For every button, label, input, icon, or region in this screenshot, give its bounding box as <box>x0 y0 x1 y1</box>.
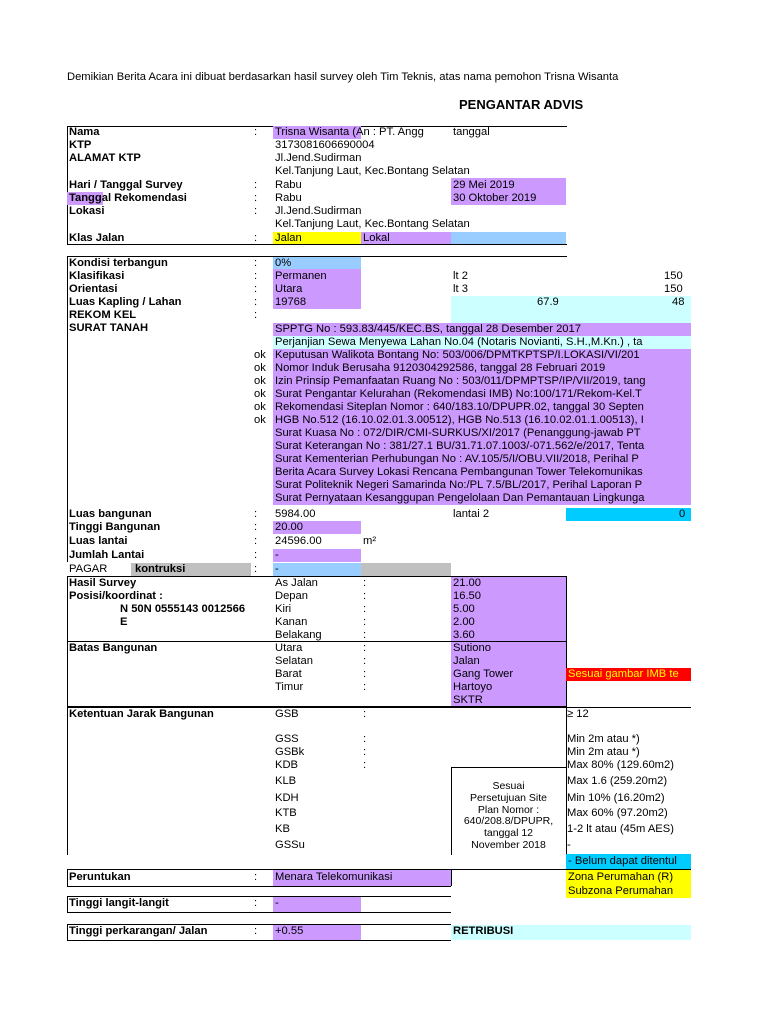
surat-tanah-label: SURAT TANAH <box>69 322 149 334</box>
colon: : <box>363 577 367 589</box>
batas-row-label: Timur <box>275 681 304 693</box>
document-text: Keputusan Walikota Bontang No: 503/006/DPMTKPTSP/I.LOKASI/VI/201 <box>275 349 640 361</box>
klas-value-2: Lokal <box>363 232 390 244</box>
rekom-kel-label: REKOM KEL <box>69 309 137 321</box>
alamat-line-1: Jl.Jend.Sudirman <box>275 152 362 164</box>
orientasi-value: Utara <box>275 283 303 295</box>
divider <box>67 244 567 245</box>
jumlah-lantai-label: Jumlah Lantai <box>69 549 145 561</box>
colon: : <box>254 508 258 520</box>
survey-row-value: 3.60 <box>453 629 475 641</box>
colon: : <box>254 257 258 269</box>
divider <box>67 896 68 912</box>
colon: : <box>363 759 367 771</box>
tinggi-langit-value: - <box>275 897 279 909</box>
nama-extra: tanggal <box>453 126 490 138</box>
colon: : <box>254 179 258 191</box>
batas-row-label: Barat <box>275 668 302 680</box>
ketentuan-row-label: GSBk <box>275 746 305 758</box>
colon: : <box>363 629 367 641</box>
document-text: Izin Prinsip Pemanfaatan Ruang No : 503/011/DPMPTSP/IP/VII/2019, tang <box>275 375 646 387</box>
divider <box>67 924 68 940</box>
luas-kapling-label: Luas Kapling / Lahan <box>69 296 182 308</box>
survey-row-value: 16.50 <box>453 590 481 602</box>
pagar-value-bg <box>273 563 361 576</box>
ketentuan-row-label: KDB <box>275 759 299 771</box>
batas-row-value: Sutiono <box>453 642 491 654</box>
luas-lantai-value: 24596.00 <box>275 535 322 547</box>
pagar-sub-label: kontruksi <box>135 563 186 575</box>
batas-label: Batas Bangunan <box>69 642 158 654</box>
survey-row-value: 2.00 <box>453 616 475 628</box>
document-text: Perjanjian Sewa Menyewa Lahan No.04 (Notaris Novianti, S.H.,M.Kn.) , ta <box>275 336 643 348</box>
nama-label: Nama <box>69 126 100 138</box>
lantai2-label: lantai 2 <box>453 508 490 520</box>
intro-text: Demikian Berita Acara ini dibuat berdasarkan hasil survey oleh Tim Teknis, atas nama pemohon Trisna Wisanta <box>67 71 619 83</box>
ktp-label: KTP <box>69 139 92 151</box>
ketentuan-row-value: Max 80% (129.60m2) <box>567 759 674 771</box>
alamat-label: ALAMAT KTP <box>69 152 141 164</box>
lokasi-label: Lokasi <box>69 205 105 217</box>
batas-row-label: Utara <box>275 642 303 654</box>
divider <box>67 869 68 886</box>
colon: : <box>254 309 258 321</box>
pagar-extra-bg <box>361 563 451 576</box>
colon: : <box>363 655 367 667</box>
hasil-survey-label: Hasil Survey <box>69 577 137 589</box>
lokasi-line-2: Kel.Tanjung Laut, Kec.Bontang Selatan <box>275 218 470 230</box>
ok-marker: ok <box>254 362 266 374</box>
ketentuan-row-label: KLB <box>275 775 297 787</box>
document-text: Surat Kuasa No : 072/DIR/CMI-SURKUS/XI/2017 (Penanggung-jawab PT <box>275 427 641 439</box>
divider <box>67 256 68 562</box>
divider <box>67 886 451 887</box>
hari-label: Hari / Tanggal Survey <box>69 179 183 191</box>
colon: : <box>254 871 258 883</box>
sktr-label: SKTR <box>453 694 483 706</box>
colon: : <box>254 549 258 561</box>
tinggi-perkarangan-value: +0.55 <box>275 925 304 937</box>
ok-marker: ok <box>254 401 266 413</box>
jumlah-lantai-value: - <box>275 549 279 561</box>
luas-kapling-value: 19768 <box>275 296 307 308</box>
ketentuan-row-label: GSS <box>275 733 299 745</box>
colon: : <box>254 521 258 533</box>
pagar-label: PAGAR <box>69 563 108 575</box>
ketentuan-row-label: GSB <box>275 708 299 720</box>
hari-date: 29 Mei 2019 <box>453 179 515 191</box>
lokasi-line-1: Jl.Jend.Sudirman <box>275 205 362 217</box>
sesuai-persetujuan-note <box>452 781 565 852</box>
rekom-label: Tanggal Rekomendasi <box>69 192 187 204</box>
jumlah-lantai-bg <box>273 549 361 562</box>
ketentuan-row-value: Min 2m atau *) <box>567 746 640 758</box>
survey-row-value: 5.00 <box>453 603 475 615</box>
kondisi-value: 0% <box>275 257 292 269</box>
batas-row-value: Hartoyo <box>453 681 493 693</box>
lt3-value: 150 <box>664 283 683 295</box>
rekom-day: Rabu <box>275 192 302 204</box>
colon: : <box>254 535 258 547</box>
divider <box>67 912 451 913</box>
alamat-line-2: Kel.Tanjung Laut, Kec.Bontang Selatan <box>275 165 470 177</box>
ok-marker: ok <box>254 349 266 361</box>
luas-lantai-unit: m² <box>363 535 377 547</box>
luas-extra-bg <box>451 296 691 323</box>
document-text: Nomor Induk Berusaha 9120304292586, tanggal 28 Februari 2019 <box>275 362 606 374</box>
sesuai-line: 640/208.8/DPUPR, <box>463 815 554 828</box>
colon: : <box>254 126 258 138</box>
survey-row-label: Depan <box>275 590 308 602</box>
klasifikasi-label: Klasifikasi <box>69 270 125 282</box>
colon: : <box>363 733 367 745</box>
batas-row-label: Selatan <box>275 655 313 667</box>
luas-bangunan-value: 5984.00 <box>275 508 316 520</box>
document-text: Surat Keterangan No : 381/27.1 BU/31.71.07.1003/-071.562/e/2017, Tenta <box>275 440 645 452</box>
batas-row-value: Gang Tower <box>453 668 514 680</box>
batas-row-value: Jalan <box>453 655 480 667</box>
nama-value: Trisna Wisanta (An : PT. Angg <box>275 126 424 138</box>
posisi-label: Posisi/koordinat : <box>69 590 163 602</box>
peruntukan-value: Menara Telekomunikasi <box>275 871 393 883</box>
colon: : <box>363 708 367 720</box>
divider <box>451 767 566 768</box>
colon: : <box>363 603 367 615</box>
ketentuan-row-value: Max 1.6 (259.20m2) <box>567 775 668 787</box>
survey-row-label: Kanan <box>275 616 308 628</box>
coordinate-line-1: N 50N 0555143 0012566 <box>120 603 246 615</box>
zona-value: Zona Perumahan (R) <box>568 871 674 883</box>
klas-label: Klas Jalan <box>69 232 125 244</box>
divider <box>67 126 68 244</box>
ok-marker: ok <box>254 414 266 426</box>
sesuai-line: tanggal 12 <box>483 827 534 840</box>
colon: : <box>254 563 258 575</box>
klas-value-1: Jalan <box>275 232 302 244</box>
lt2-label: lt 2 <box>453 270 468 282</box>
lantai2-bg <box>566 508 691 521</box>
colon: : <box>254 192 258 204</box>
tinggi-langit-label: Tinggi langit-langit <box>69 897 169 909</box>
colon: : <box>363 681 367 693</box>
colon: : <box>254 270 258 282</box>
luas-bangunan-label: Luas bangunan <box>69 508 152 520</box>
klasifikasi-value: Permanen <box>275 270 327 282</box>
tinggi-label: Tinggi Bangunan <box>69 521 161 533</box>
ketentuan-row-value: - <box>567 839 571 851</box>
ketentuan-row-label: KTB <box>275 807 297 819</box>
pagar-value: - <box>275 563 279 575</box>
colon: : <box>254 897 258 909</box>
subzona-value: Subzona Perumahan <box>568 885 674 897</box>
colon: : <box>363 616 367 628</box>
sesuai-line: Plan Nomor : <box>477 803 540 816</box>
ketentuan-row-value: Min 2m atau *) <box>567 733 640 745</box>
survey-row-label: Kiri <box>275 603 292 615</box>
colon: : <box>254 283 258 295</box>
ketentuan-row-label: GSSu <box>275 839 305 851</box>
luas-lantai-label: Luas lantai <box>69 535 128 547</box>
document-text: Surat Kementerian Perhubungan No : AV.105/5/I/OBU.VII/2018, Perihal P <box>275 453 639 465</box>
value-48: 48 <box>672 296 685 308</box>
ketentuan-label: Ketentuan Jarak Bangunan <box>69 708 214 720</box>
value-67: 67.9 <box>537 296 559 308</box>
sesuai-line: Persetujuan Site <box>469 791 548 804</box>
peruntukan-label: Peruntukan <box>69 871 131 883</box>
colon: : <box>363 746 367 758</box>
ok-marker: ok <box>254 388 266 400</box>
document-text: Surat Politeknik Negeri Samarinda No:/PL 7.5/BL/2017, Perihal Laporan P <box>275 479 643 491</box>
colon: : <box>254 925 258 937</box>
colon: : <box>254 296 258 308</box>
divider <box>451 869 452 886</box>
colon: : <box>363 642 367 654</box>
ketentuan-row-value: Min 10% (16.20m2) <box>567 792 665 804</box>
lantai2-value: 0 <box>679 508 686 520</box>
colon: : <box>363 668 367 680</box>
survey-row-value: 21.00 <box>453 577 481 589</box>
hari-day: Rabu <box>275 179 302 191</box>
sesuai-gambar-note: Sesuai gambar IMB te <box>568 668 679 680</box>
document-text: Surat Pernyataan Kesanggupan Pengelolaan Dan Pemantauan Lingkunga <box>275 492 645 504</box>
ktp-value: 3173081606690004 <box>275 139 375 151</box>
colon: : <box>254 232 258 244</box>
ketentuan-row-value: ≥ 12 <box>567 708 589 720</box>
lt3-label: lt 3 <box>453 283 468 295</box>
ketentuan-row-value: Max 60% (97.20m2) <box>567 807 668 819</box>
page-title: PENGANTAR ADVIS <box>459 97 584 112</box>
document-text: Berita Acara Survey Lokasi Rencana Pembangunan Tower Telekomunikas <box>275 466 643 478</box>
divider <box>67 940 451 941</box>
tinggi-perkarangan-label: Tinggi perkarangan/ Jalan <box>69 925 208 937</box>
lt2-value: 150 <box>664 270 683 282</box>
colon: : <box>254 205 258 217</box>
ketentuan-row-label: KDH <box>275 792 299 804</box>
belum-note: - Belum dapat ditentul <box>568 855 677 867</box>
colon: : <box>363 590 367 602</box>
ketentuan-row-label: KB <box>275 823 290 835</box>
langit-bg <box>273 897 361 912</box>
sesuai-line: November 2018 <box>471 838 546 851</box>
ok-marker: ok <box>254 375 266 387</box>
document-text: Surat Pengantar Kelurahan (Rekomendasi IMB) No:100/171/Rekom-Kel.T <box>275 388 642 400</box>
ketentuan-row-value: 1-2 lt atau (45m AES) <box>567 823 674 835</box>
survey-row-label: Belakang <box>275 629 322 641</box>
orientasi-label: Orientasi <box>69 283 118 295</box>
survey-row-label: As Jalan <box>275 577 318 589</box>
tinggi-value: 20.00 <box>275 521 303 533</box>
divider <box>67 707 68 855</box>
document-text: HGB No.512 (16.10.02.01.3.00512), HGB No.513 (16.10.02.01.1.00513), I <box>275 414 644 426</box>
kondisi-label: Kondisi terbangun <box>69 257 168 269</box>
coordinate-line-2: E <box>120 616 128 628</box>
rekom-date: 30 Oktober 2019 <box>453 192 537 204</box>
document-text: SPPTG No : 593.83/445/KEC.BS, tanggal 28 Desember 2017 <box>275 323 581 335</box>
document-text: Rekomendasi Siteplan Nomor : 640/183.10/DPUPR.02, tanggal 30 Septen <box>275 401 644 413</box>
sesuai-line: Sesuai <box>492 780 525 792</box>
retribusi-label: RETRIBUSI <box>453 925 514 937</box>
